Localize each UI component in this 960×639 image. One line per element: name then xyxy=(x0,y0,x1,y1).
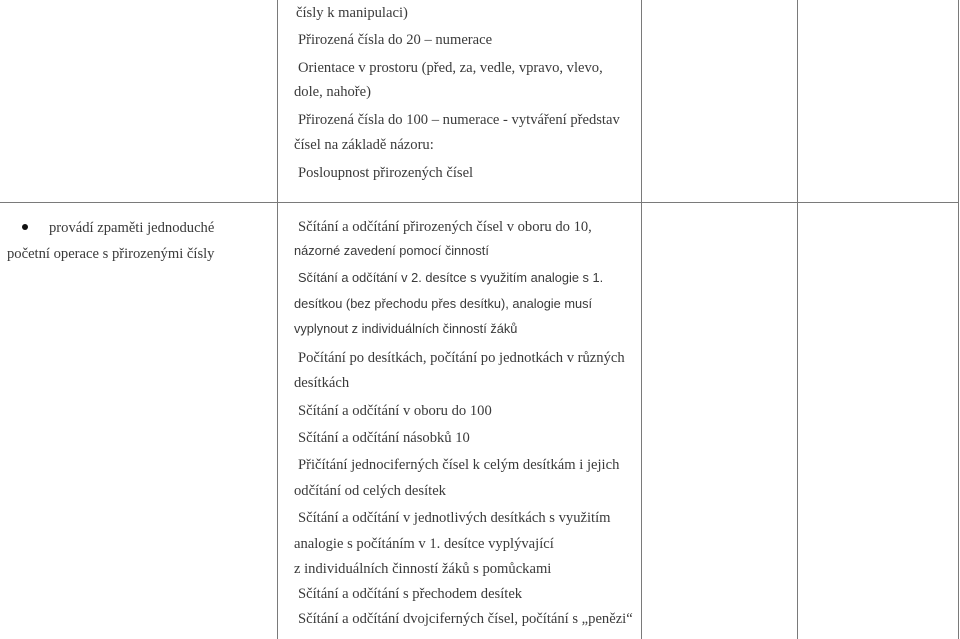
column-border xyxy=(277,0,278,639)
content-line: vyplynout z individuálních činností žáků xyxy=(294,321,518,336)
outcome-line: početní operace s přirozenými čísly xyxy=(7,246,215,262)
content-line: desítkách xyxy=(294,375,350,391)
content-line: čísel na základě názoru: xyxy=(294,137,434,153)
content-line: Sčítání a odčítání s přechodem desítek xyxy=(298,586,523,602)
row-border xyxy=(0,202,959,203)
content-line: Přirozená čísla do 100 – numerace - vytváření představ xyxy=(298,112,620,128)
column-border xyxy=(641,0,642,639)
content-line: Orientace v prostoru (před, za, vedle, vpravo, vlevo, xyxy=(298,60,603,76)
content-line: Počítání po desítkách, počítání po jednotkách v různých xyxy=(298,350,625,366)
outcome-line: provádí zpaměti jednoduché xyxy=(49,220,215,236)
content-line: z individuálních činností žáků s pomůckami xyxy=(294,561,552,577)
content-line: dole, nahoře) xyxy=(294,84,371,100)
content-line: Sčítání a odčítání v 2. desítce s využitím analogie s 1. xyxy=(298,270,604,285)
content-line: Sčítání a odčítání v oboru do 100 xyxy=(298,403,492,419)
column-border xyxy=(958,0,959,639)
content-line: čísly k manipulaci) xyxy=(296,5,408,21)
content-line: Sčítání a odčítání přirozených čísel v oboru do 10, xyxy=(298,219,592,235)
content-line: Sčítání a odčítání dvojciferných čísel, počítání s „penězi“ xyxy=(298,611,633,627)
content-line: desítkou (bez přechodu přes desítku), analogie musí xyxy=(294,296,593,311)
content-line: názorné zavedení pomocí činností xyxy=(294,243,489,258)
content-line: Sčítání a odčítání násobků 10 xyxy=(298,430,470,446)
column-border xyxy=(797,0,798,639)
content-line: Posloupnost přirozených čísel xyxy=(298,165,474,181)
bullet-icon xyxy=(22,224,28,230)
content-line: Sčítání a odčítání v jednotlivých desítkách s využitím xyxy=(298,510,611,526)
content-line: analogie s počítáním v 1. desítce vyplývající xyxy=(294,536,554,552)
content-line: odčítání od celých desítek xyxy=(294,483,446,499)
content-line: Přičítání jednociferných čísel k celým desítkám i jejich xyxy=(298,457,620,473)
content-line: Přirozená čísla do 20 – numerace xyxy=(298,32,493,48)
